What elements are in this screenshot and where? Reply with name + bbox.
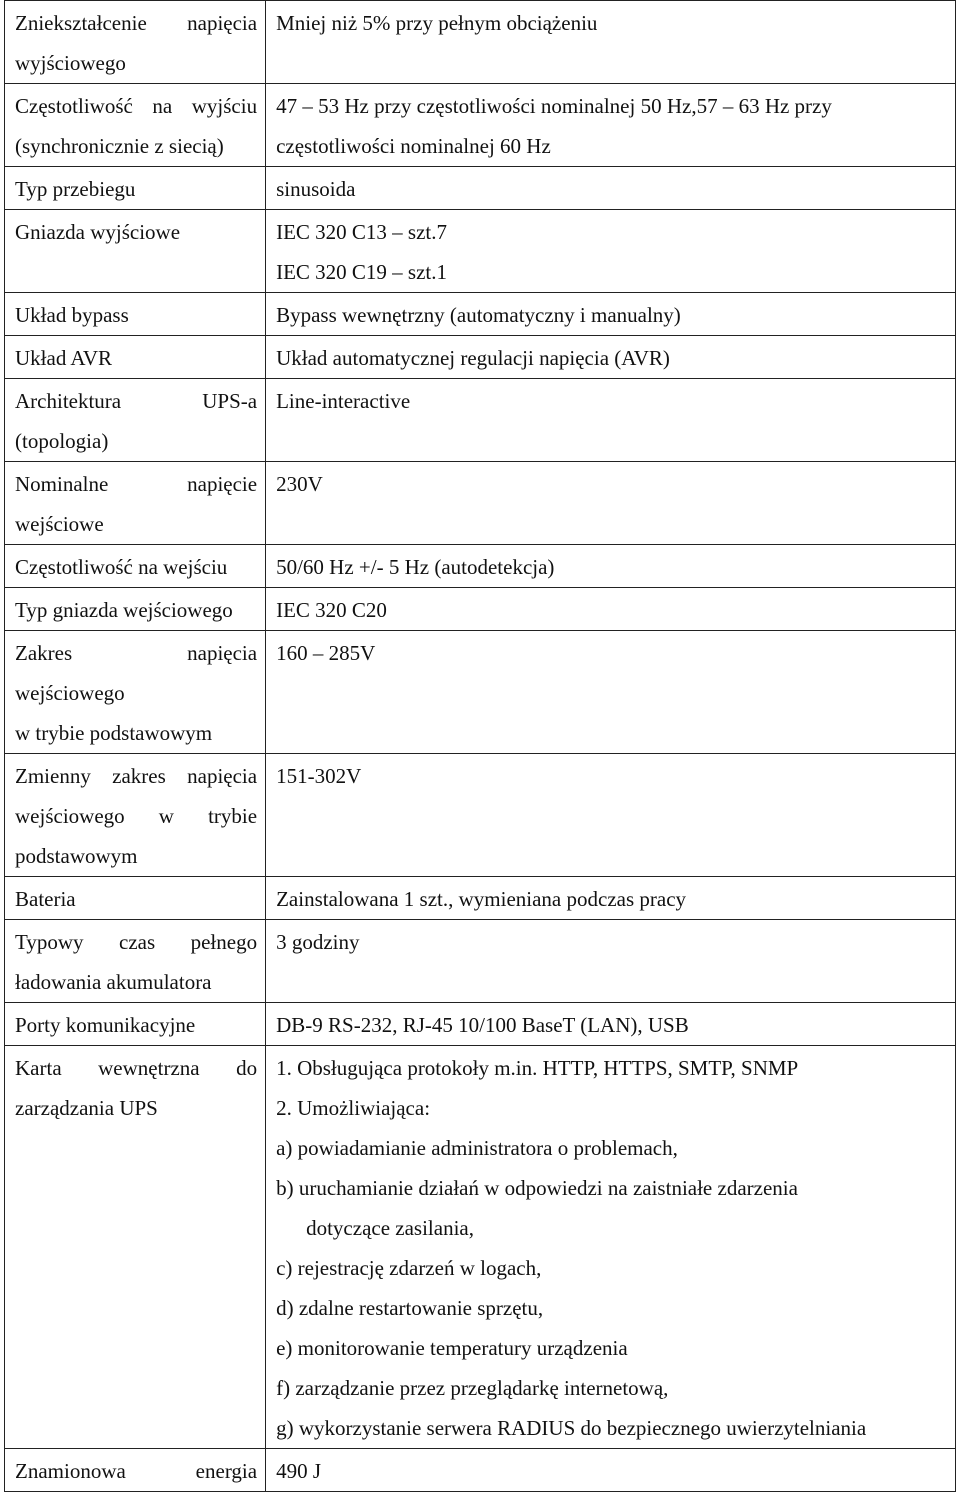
spec-table [4,0,956,1492]
spec-key-line: Zakres napięcia [15,641,258,665]
spec-row [5,631,956,754]
spec-row [5,1,956,84]
spec-value [266,293,956,336]
spec-key-line: Nominalne napięcie [15,472,258,496]
spec-value [266,877,956,920]
spec-row [5,84,956,167]
energy-key-line [15,1451,257,1491]
energy-value-text: 490 J [276,1459,322,1483]
card-line-2: 2. Umożliwiająca: [276,1096,431,1120]
card-row [5,1046,956,1449]
spec-key-line: wejściowe [15,512,104,536]
spec-value [266,545,956,588]
spec-table-body [5,1,956,1492]
spec-key-line: Częstotliwość na wejściu [15,555,228,579]
spec-value [266,631,956,754]
card-value [266,1046,956,1449]
spec-key [5,462,266,545]
spec-key-line: Układ AVR [15,346,113,370]
spec-key-line: Bateria [15,887,76,911]
spec-key-line: Zmienny zakres napięcia [15,764,258,788]
card-key-line-1: Karta wewnętrzna do [15,1056,258,1080]
energy-key-text: Znamionowa energia [15,1459,258,1483]
spec-key-line: Porty komunikacyjne [15,1013,196,1037]
card-item-a: a) powiadamianie administratora o problemach, [276,1136,678,1160]
spec-key-line: Architektura UPS-a [15,389,258,413]
card-item-g: g) wykorzystanie serwera RADIUS do bezpiecznego uwierzytelniania [276,1416,867,1440]
spec-value [266,920,956,1003]
spec-value-line: Zainstalowana 1 szt., wymieniana podczas pracy [276,887,687,911]
spec-value [266,754,956,877]
spec-value-line: IEC 320 C19 – szt.1 [276,260,448,284]
spec-key [5,754,266,877]
card-key [5,1046,266,1449]
spec-value [266,588,956,631]
spec-value-line [276,673,947,713]
spec-value-line: Bypass wewnętrzny (automatyczny i manualny) [276,303,681,327]
spec-key-line: Typ przebiegu [15,177,136,201]
spec-value-line: częstotliwości nominalnej 60 Hz [276,134,551,158]
spec-value-line: 151-302V [276,764,362,788]
spec-value-line [276,504,947,544]
spec-row [5,545,956,588]
spec-value-line [276,43,947,83]
spec-key-line: podstawowym [15,844,138,868]
card-item-c: c) rejestrację zdarzeń w logach, [276,1256,542,1280]
spec-value [266,379,956,462]
spec-value-line: Line-interactive [276,389,411,413]
spec-key-line: wyjściowego [15,51,126,75]
spec-value-line [276,796,947,836]
spec-value-line: Mniej niż 5% przy pełnym obciążeniu [276,11,598,35]
spec-key-line: wejściowego w trybie [15,804,258,828]
spec-key-line: w trybie podstawowym [15,721,213,745]
spec-key-line: (synchronicznie z siecią) [15,134,224,158]
card-item-f: f) zarządzanie przez przeglądarkę internetową, [276,1376,669,1400]
spec-key [5,293,266,336]
spec-key [5,84,266,167]
spec-key-line: Typ gniazda wejściowego [15,598,233,622]
spec-row [5,1003,956,1046]
spec-key [5,545,266,588]
spec-value [266,336,956,379]
spec-value-line: 160 – 285V [276,641,376,665]
spec-value-line: 3 godziny [276,930,360,954]
energy-row [5,1449,956,1492]
spec-key [5,210,266,293]
card-line-1: 1. Obsługująca protokoły m.in. HTTP, HTTPS, SMTP, SNMP [276,1056,799,1080]
spec-key-line: Zniekształcenie napięcia [15,11,258,35]
card-item-b-cont: dotyczące zasilania, [306,1216,474,1240]
card-key-line-2: zarządzania UPS [15,1096,158,1120]
spec-row [5,379,956,462]
spec-key [5,1003,266,1046]
spec-value-line: sinusoida [276,177,356,201]
spec-key-line: wejściowego [15,681,125,705]
spec-key [5,167,266,210]
spec-value [266,1,956,84]
spec-key [5,588,266,631]
spec-value-line: 230V [276,472,323,496]
spec-value-line [276,962,947,1002]
spec-row [5,210,956,293]
card-item-e: e) monitorowanie temperatury urządzenia [276,1336,628,1360]
spec-key [5,1,266,84]
spec-value-line: IEC 320 C13 – szt.7 [276,220,448,244]
spec-value-line: IEC 320 C20 [276,598,387,622]
spec-key [5,379,266,462]
spec-key [5,336,266,379]
energy-value [266,1449,956,1492]
spec-value-line [276,836,947,876]
spec-row [5,336,956,379]
spec-key-line: Gniazda wyjściowe [15,220,181,244]
spec-row [5,167,956,210]
card-item-d: d) zdalne restartowanie sprzętu, [276,1296,544,1320]
energy-key [5,1449,266,1492]
spec-row [5,877,956,920]
spec-row [5,754,956,877]
spec-key-line: Typowy czas pełnego [15,930,258,954]
spec-key-line: ładowania akumulatora [15,970,212,994]
spec-key-line: Częstotliwość na wyjściu [15,94,258,118]
spec-row [5,293,956,336]
spec-value-line: Układ automatycznej regulacji napięcia (AVR) [276,346,670,370]
spec-value-line: 50/60 Hz +/- 5 Hz (autodetekcja) [276,555,555,579]
spec-row [5,462,956,545]
spec-value-line [276,421,947,461]
spec-key [5,877,266,920]
spec-value [266,1003,956,1046]
spec-key [5,920,266,1003]
spec-key-line [15,252,257,292]
spec-key-line: Układ bypass [15,303,129,327]
spec-value [266,462,956,545]
spec-key-line: (topologia) [15,429,109,453]
spec-value-line: DB-9 RS-232, RJ-45 10/100 BaseT (LAN), USB [276,1013,689,1037]
spec-value [266,210,956,293]
card-item-b: b) uruchamianie działań w odpowiedzi na zaistniałe zdarzenia [276,1176,798,1200]
spec-key [5,631,266,754]
spec-row [5,920,956,1003]
spec-value-line: 47 – 53 Hz przy częstotliwości nominalnej 50 Hz,57 – 63 Hz przy [276,94,832,118]
spec-row [5,588,956,631]
spec-value [266,167,956,210]
spec-value-line [276,713,947,753]
spec-value [266,84,956,167]
